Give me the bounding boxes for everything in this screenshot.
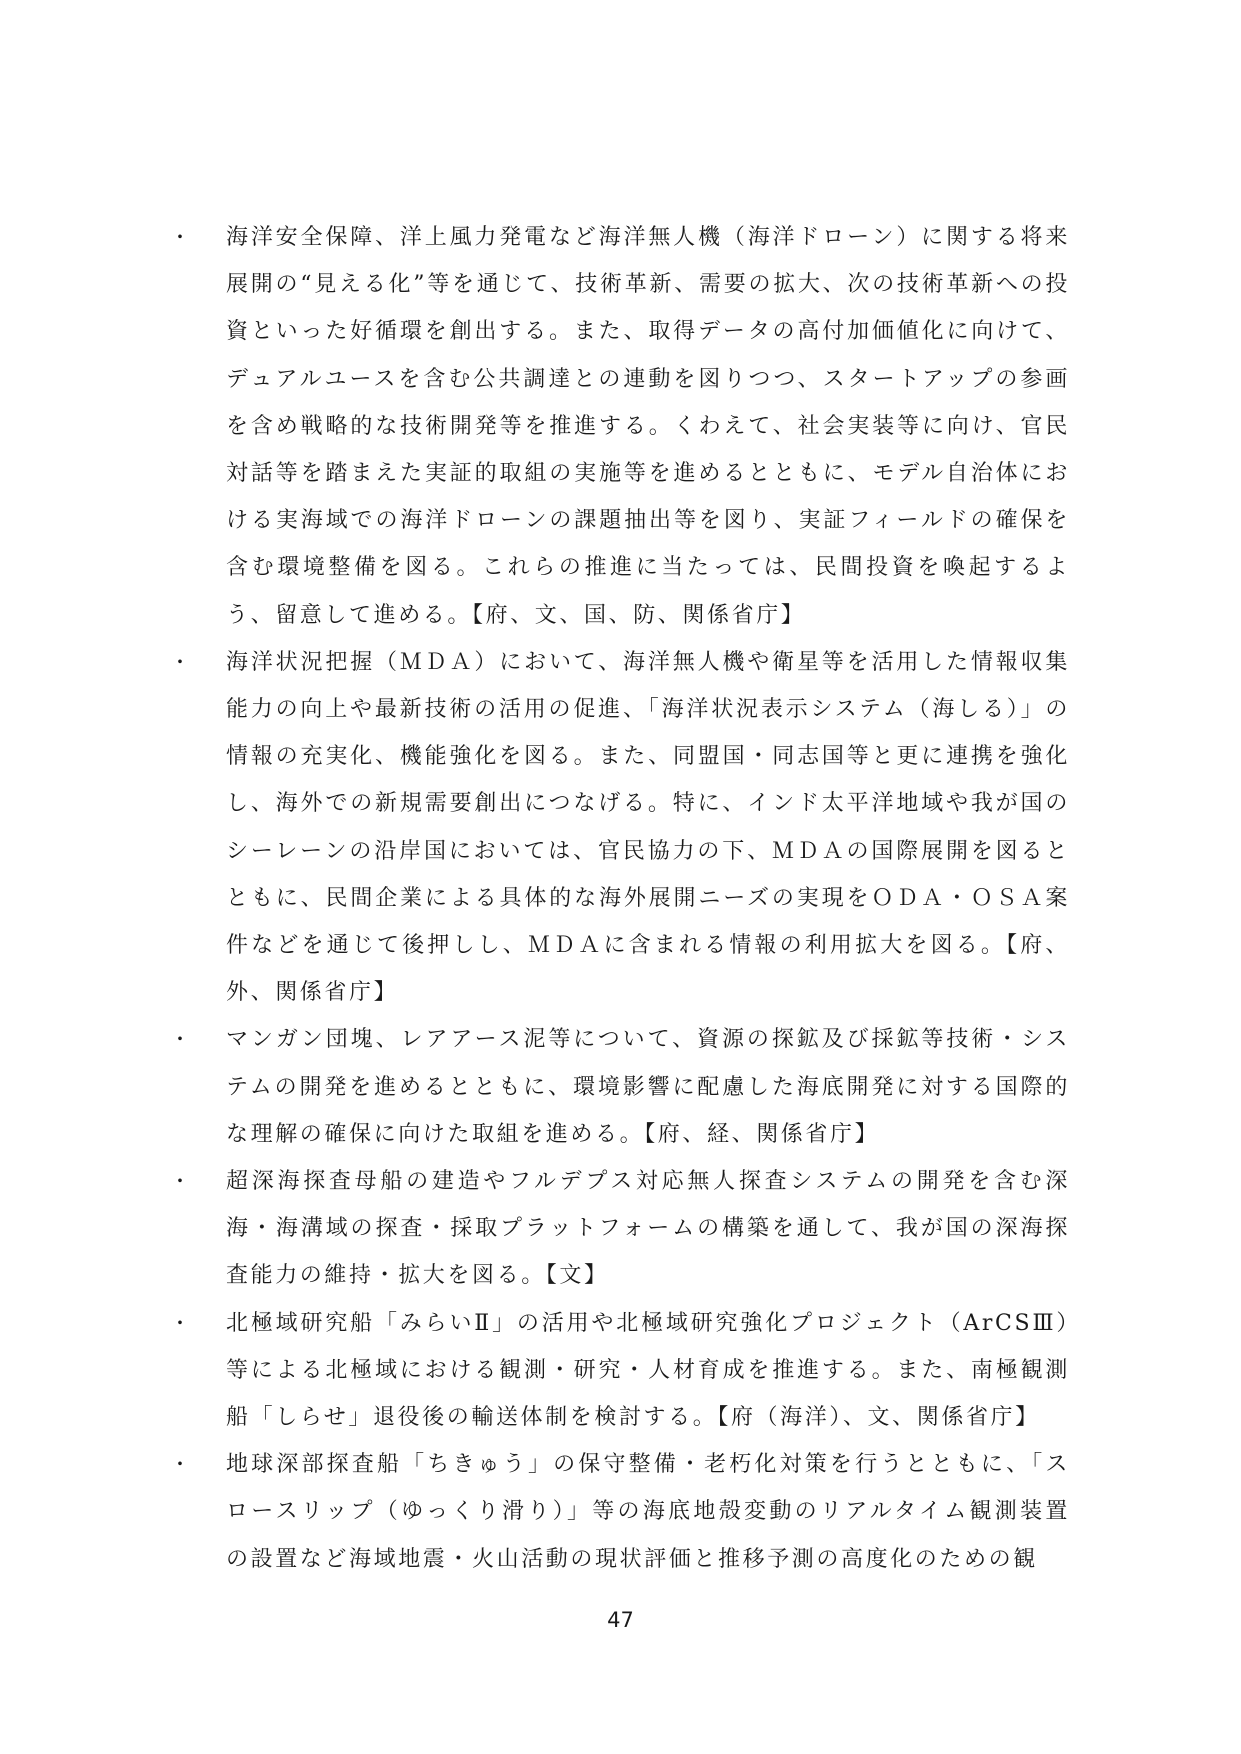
bullet-list [170, 214, 1070, 1583]
bullet-mark: ・ [170, 1310, 190, 1335]
bullet-mark: ・ [170, 1169, 190, 1194]
list-item [170, 1016, 1070, 1158]
paragraph-text: 海洋安全保障、洋上風力発電など海洋無人機（海洋ドローン）に関する将来展開の“見える化”等を通じて、技術革新、需要の拡大、次の技術革新への投資といった好循環を創出する。また、取得データの高付加価値化に向けて、デュアルユースを含む公共調達との連動を図りつつ、スタートアップの参画を含め戦略的な技術開発等を推進する。くわえて、社会実装等に向け、官民対話等を踏まえた実証的取組の実施等を進めるとともに、モデル自治体における実海域での海洋ドローンの課題抽出等を図り、実証フィールドの確保を含む環境整備を図る。これらの推進に当たっては、民間投資を喚起するよう、留意して進める。【府、文、国、防、関係省庁】 [226, 225, 1070, 628]
bullet-mark: ・ [170, 1027, 190, 1052]
list-item [170, 1300, 1070, 1442]
paragraph-text: 海洋状況把握（ＭＤＡ）において、海洋無人機や衛星等を活用した情報収集能力の向上や最新技術の活用の促進、「海洋状況表示システム（海しる）」の情報の充実化、機能強化を図る。また、同盟国・同志国等と更に連携を強化し、海外での新規需要創出につなげる。特に、インド太平洋地域や我が国のシーレーンの沿岸国においては、官民協力の下、ＭＤＡの国際展開を図るとともに、民間企業による具体的な海外展開ニーズの実現をＯＤＡ・ＯＳＡ案件などを通じて後押しし、ＭＤＡに含まれる情報の利用拡大を図る。【府、外、関係省庁】 [226, 649, 1070, 1006]
bullet-mark: ・ [170, 1452, 190, 1477]
paragraph-text: 北極域研究船「みらいⅡ」の活用や北極域研究強化プロジェクト（ArCSⅢ）等による北極域における観測・研究・人材育成を推進する。また、南極観測船「しらせ」退役後の輸送体制を検討する。【府（海洋）、文、関係省庁】 [226, 1310, 1070, 1431]
bullet-mark: ・ [170, 649, 190, 674]
page-number: 47 [607, 1608, 634, 1632]
list-item [170, 639, 1070, 1017]
list-item [170, 1441, 1070, 1583]
paragraph-text: 超深海探査母船の建造やフルデプス対応無人探査システムの開発を含む深海・海溝域の探査・採取プラットフォームの構築を通して、我が国の深海探査能力の維持・拡大を図る。【文】 [226, 1169, 1070, 1289]
paragraph-text: 地球深部探査船「ちきゅう」の保守整備・老朽化対策を行うとともに、「スロースリップ（ゆっくり滑り）」等の海底地殻変動のリアルタイム観測装置の設置など海域地震・火山活動の現状評価と推移予測の高度化のための観 [226, 1452, 1070, 1572]
paragraph-text: マンガン団塊、レアアース泥等について、資源の探鉱及び採鉱等技術・システムの開発を進めるとともに、環境影響に配慮した海底開発に対する国際的な理解の確保に向けた取組を進める。【府、経、関係省庁】 [226, 1027, 1070, 1147]
list-item [170, 214, 1070, 639]
list-item [170, 1158, 1070, 1300]
bullet-mark: ・ [170, 225, 190, 249]
